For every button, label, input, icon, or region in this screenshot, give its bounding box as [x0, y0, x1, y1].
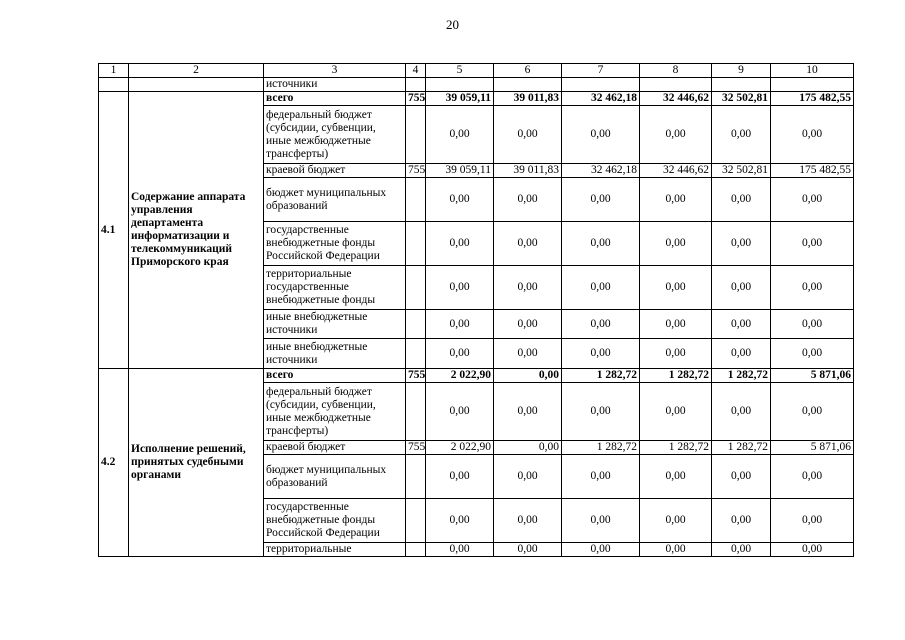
value-cell: 0,00 [494, 106, 562, 164]
value-cell: 0,00 [640, 266, 712, 310]
value-cell: 32 446,62 [640, 92, 712, 106]
value-cell: 0,00 [771, 543, 854, 557]
code-cell [406, 455, 426, 499]
value-cell: 0,00 [562, 383, 640, 441]
code-cell [406, 178, 426, 222]
code-cell: 755 [406, 164, 426, 178]
code-cell [406, 383, 426, 441]
value-cell: 0,00 [494, 339, 562, 369]
header-cell: 8 [640, 64, 712, 78]
value-cell: 0,00 [712, 310, 771, 339]
source-cell: иные внебюджетные источники [264, 310, 406, 339]
code-cell: 755 [406, 441, 426, 455]
value-cell: 0,00 [426, 222, 494, 266]
value-cell: 0,00 [712, 266, 771, 310]
value-cell: 0,00 [426, 543, 494, 557]
value-cell: 0,00 [640, 310, 712, 339]
value-cell: 0,00 [771, 266, 854, 310]
value-cell: 0,00 [562, 310, 640, 339]
section-id: 4.2 [99, 369, 129, 557]
value-cell: 0,00 [771, 222, 854, 266]
header-cell: 9 [712, 64, 771, 78]
value-cell: 0,00 [494, 266, 562, 310]
value-cell: 0,00 [562, 222, 640, 266]
page-number: 20 [446, 17, 459, 32]
value-cell: 5 871,06 [771, 369, 854, 383]
code-cell [406, 310, 426, 339]
value-cell: 0,00 [771, 383, 854, 441]
value-cell: 2 022,90 [426, 441, 494, 455]
value-cell: 0,00 [640, 499, 712, 543]
source-cell: источники [264, 78, 406, 92]
source-cell: краевой бюджет [264, 441, 406, 455]
value-cell: 0,00 [640, 106, 712, 164]
value-cell: 0,00 [494, 178, 562, 222]
value-cell: 175 482,55 [771, 92, 854, 106]
value-cell: 0,00 [771, 499, 854, 543]
value-cell: 0,00 [640, 178, 712, 222]
value-cell: 0,00 [494, 369, 562, 383]
value-cell: 39 011,83 [494, 164, 562, 178]
code-cell [406, 339, 426, 369]
value-cell: 1 282,72 [562, 441, 640, 455]
code-cell [406, 106, 426, 164]
value-cell: 0,00 [562, 106, 640, 164]
value-cell: 0,00 [640, 339, 712, 369]
code-cell [406, 543, 426, 557]
budget-table [98, 63, 854, 557]
value-cell: 2 022,90 [426, 369, 494, 383]
value-cell: 1 282,72 [640, 441, 712, 455]
value-cell: 0,00 [562, 339, 640, 369]
source-cell: территориальные [264, 543, 406, 557]
value-cell: 0,00 [494, 310, 562, 339]
value-cell: 0,00 [426, 339, 494, 369]
value-cell: 0,00 [426, 178, 494, 222]
header-cell: 7 [562, 64, 640, 78]
value-cell: 0,00 [494, 499, 562, 543]
source-cell: федеральный бюджет (субсидии, субвенции, иные межбюджетные трансферты) [264, 383, 406, 441]
source-cell: всего [264, 369, 406, 383]
value-cell: 1 282,72 [640, 369, 712, 383]
source-cell: государственные внебюджетные фонды Российской Федерации [264, 222, 406, 266]
value-cell: 0,00 [712, 222, 771, 266]
header-cell: 3 [264, 64, 406, 78]
value-cell: 0,00 [494, 441, 562, 455]
value-cell: 1 282,72 [712, 441, 771, 455]
value-cell: 0,00 [426, 499, 494, 543]
value-cell: 0,00 [494, 383, 562, 441]
total-row [99, 369, 854, 383]
value-cell: 0,00 [640, 455, 712, 499]
value-cell: 0,00 [640, 222, 712, 266]
value-cell: 39 059,11 [426, 92, 494, 106]
value-cell: 0,00 [494, 222, 562, 266]
header-cell: 4 [406, 64, 426, 78]
value-cell: 0,00 [494, 455, 562, 499]
value-cell: 1 282,72 [712, 369, 771, 383]
header-row [99, 64, 854, 78]
value-cell: 0,00 [771, 455, 854, 499]
value-cell: 39 011,83 [494, 92, 562, 106]
value-cell: 0,00 [712, 383, 771, 441]
source-cell: территориальные государственные внебюджетные фонды [264, 266, 406, 310]
section-id: 4.1 [99, 92, 129, 369]
value-cell: 0,00 [426, 383, 494, 441]
header-cell: 5 [426, 64, 494, 78]
value-cell: 175 482,55 [771, 164, 854, 178]
value-cell: 0,00 [426, 310, 494, 339]
value-cell: 0,00 [771, 106, 854, 164]
source-cell: иные внебюджетные источники [264, 339, 406, 369]
header-cell: 6 [494, 64, 562, 78]
value-cell: 0,00 [562, 499, 640, 543]
value-cell: 0,00 [562, 543, 640, 557]
value-cell: 0,00 [494, 543, 562, 557]
value-cell: 0,00 [640, 543, 712, 557]
value-cell: 0,00 [712, 499, 771, 543]
section-name: Исполнение решений, принятых судебными органами [129, 369, 264, 557]
value-cell: 0,00 [771, 339, 854, 369]
value-cell: 32 446,62 [640, 164, 712, 178]
value-cell: 32 462,18 [562, 164, 640, 178]
source-cell: бюджет муниципальных образований [264, 178, 406, 222]
header-cell: 1 [99, 64, 129, 78]
source-cell: краевой бюджет [264, 164, 406, 178]
value-cell: 0,00 [562, 178, 640, 222]
value-cell: 1 282,72 [562, 369, 640, 383]
source-cell: всего [264, 92, 406, 106]
value-cell: 0,00 [426, 455, 494, 499]
value-cell: 5 871,06 [771, 441, 854, 455]
code-cell [406, 266, 426, 310]
value-cell: 0,00 [712, 455, 771, 499]
header-cell: 2 [129, 64, 264, 78]
code-cell [406, 222, 426, 266]
value-cell: 0,00 [562, 455, 640, 499]
header-cell: 10 [771, 64, 854, 78]
value-cell: 32 462,18 [562, 92, 640, 106]
value-cell: 32 502,81 [712, 164, 771, 178]
code-cell: 755 [406, 92, 426, 106]
code-cell: 755 [406, 369, 426, 383]
value-cell: 0,00 [562, 266, 640, 310]
value-cell: 0,00 [712, 339, 771, 369]
value-cell: 0,00 [426, 266, 494, 310]
value-cell: 39 059,11 [426, 164, 494, 178]
source-cell: бюджет муниципальных образований [264, 455, 406, 499]
value-cell: 0,00 [640, 383, 712, 441]
value-cell: 0,00 [712, 178, 771, 222]
code-cell [406, 499, 426, 543]
section-name: Содержание аппарата управления департамента информатизации и телекоммуникаций Приморского края [129, 92, 264, 369]
value-cell: 32 502,81 [712, 92, 771, 106]
source-cell: государственные внебюджетные фонды Российской Федерации [264, 499, 406, 543]
source-cell: федеральный бюджет (субсидии, субвенции, иные межбюджетные трансферты) [264, 106, 406, 164]
value-cell: 0,00 [771, 310, 854, 339]
value-cell: 0,00 [712, 543, 771, 557]
value-cell: 0,00 [771, 178, 854, 222]
value-cell: 0,00 [712, 106, 771, 164]
total-row [99, 92, 854, 106]
continuation-row [99, 78, 854, 92]
value-cell: 0,00 [426, 106, 494, 164]
